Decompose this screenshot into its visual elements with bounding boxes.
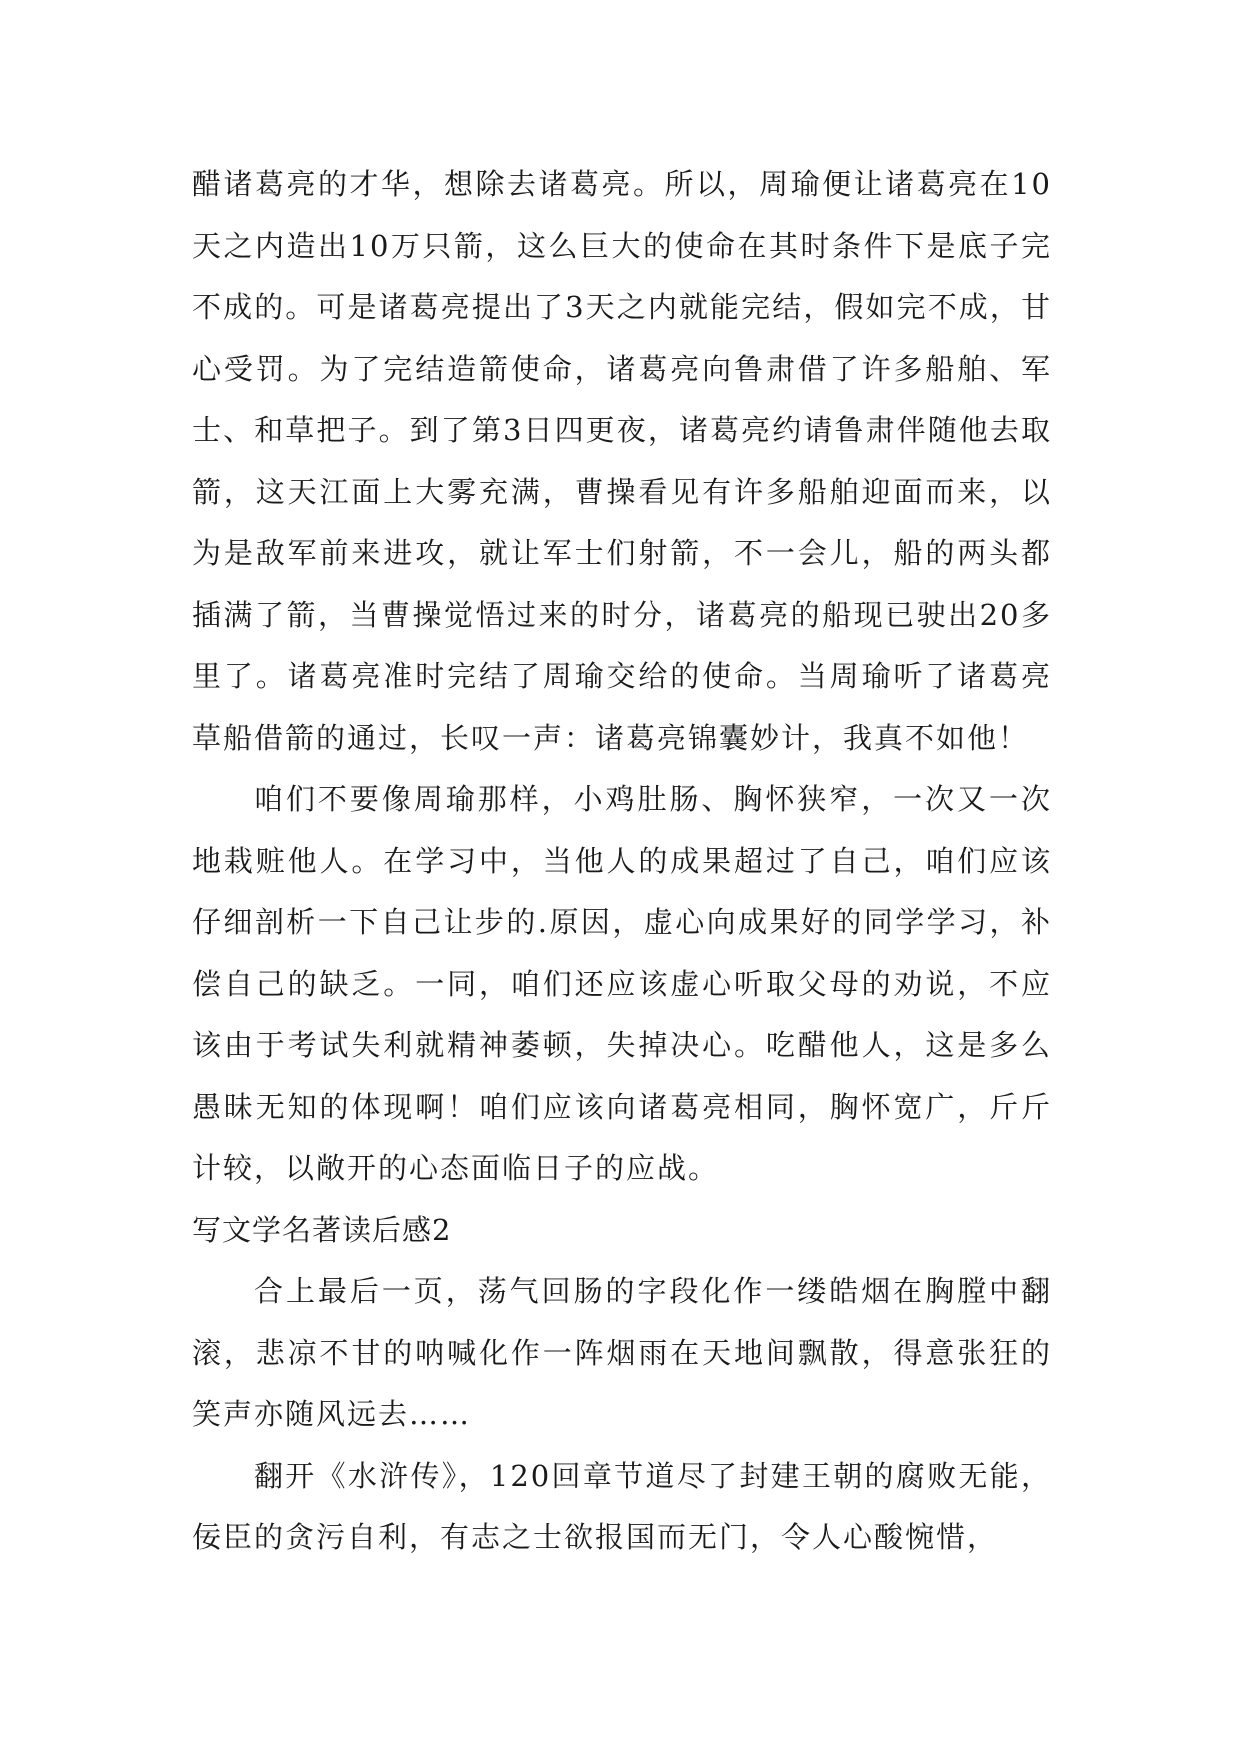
paragraph-water-margin: 翻开《水浒传》，120回章节道尽了封建王朝的腐败无能，佞臣的贪污自利，有志之士欲报国而无门，令人心酸惋惜， [192,1458,1052,1554]
paragraph-lesson: 咱们不要像周瑜那样，小鸡肚肠、胸怀狭窄，一次又一次地栽赃他人。在学习中，当他人的成果超过了自己，咱们应该仔细剖析一下自己让步的.原因，虚心向成果好的同学学习，补偿自己的缺乏。一同，咱们还应该虚心听取父母的劝说，不应该由于考试失利就精神萎顿，失掉决心。吃醋他人，这是多么愚昧无知的体现啊！咱们应该向诸葛亮相同，胸怀宽广，斤斤计较，以敞开的心态面临日子的应战。 [192,782,1052,1185]
document-body [192,154,1052,1569]
paragraph-zhouyu-story: 醋诸葛亮的才华，想除去诸葛亮。所以，周瑜便让诸葛亮在10天之内造出10万只箭，这么巨大的使命在其时条件下是底子完不成的。可是诸葛亮提出了3天之内就能完结，假如完不成，甘心受罚。为了完结造箭使命，诸葛亮向鲁肃借了许多船舶、军士、和草把子。到了第3日四更夜，诸葛亮约请鲁肃伴随他去取箭，这天江面上大雾充满，曹操看见有许多船舶迎面而来，以为是敌军前来进攻，就让军士们射箭，不一会儿，船的两头都插满了箭，当曹操觉悟过来的时分，诸葛亮的船现已驶出20多里了。诸葛亮准时完结了周瑜交给的使命。当周瑜听了诸葛亮草船借箭的通过，长叹一声：诸葛亮锦囊妙计，我真不如他！ [192,167,1052,755]
paragraph-closing-book: 合上最后一页，荡气回肠的字段化作一缕皓烟在胸膛中翻滚，悲凉不甘的呐喊化作一阵烟雨在天地间飘散，得意张狂的笑声亦随风远去…… [192,1274,1052,1431]
section-title: 写文学名著读后感2 [192,1212,452,1247]
